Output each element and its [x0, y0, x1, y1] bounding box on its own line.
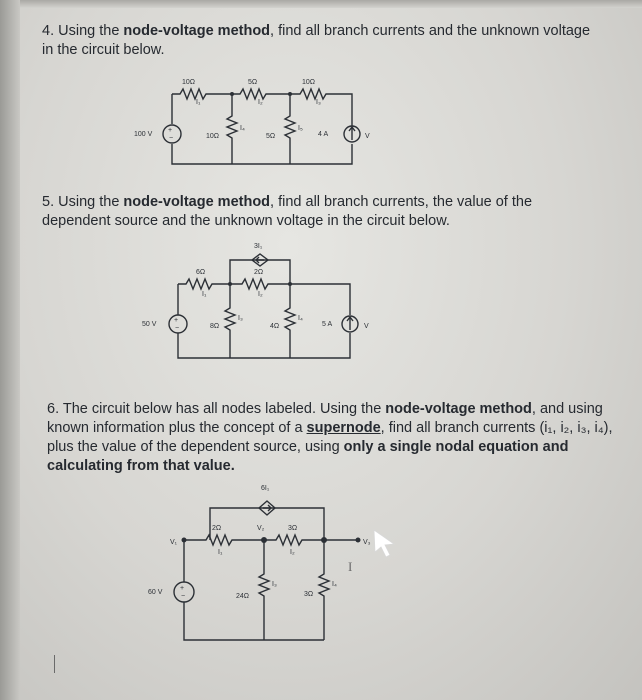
problem-5-rest: , find all branch currents, the value of the dependent source and the unknown voltage in the circuit below. [42, 194, 533, 229]
circuit-5-current-source-label: 5 A [322, 321, 333, 328]
problem-4-intro: Using the [58, 23, 124, 39]
caret-mark [54, 655, 55, 673]
circuit-5-current-2: I₂ [258, 291, 263, 298]
circuit-4-current-1: I₁ [196, 99, 201, 106]
problem-6-method: node-voltage method [385, 401, 532, 417]
circuit-6-current-1: I₁ [218, 549, 223, 556]
problem-4-method: node-voltage method [123, 23, 271, 39]
polarity-plus-2: + [174, 317, 179, 324]
circuit-6 [140, 482, 400, 647]
monitor-bezel-left [0, 0, 20, 700]
problem-6-middle: , and using known information plus the concept of a [47, 401, 603, 436]
circuit-6-r4-label: 3Ω [304, 591, 314, 598]
circuit-5-r3-label: 8Ω [210, 323, 220, 330]
circuit-4-r4-label: 10Ω [206, 133, 220, 140]
problem-5-number: 5. [42, 194, 55, 210]
circuit-6-dependent-source-label: 6I₁ [261, 485, 270, 492]
circuit-6-node-v1: V₁ [170, 539, 178, 546]
circuit-4-current-2: I₂ [258, 99, 263, 106]
circuit-4-current-4: I₄ [240, 125, 245, 132]
circuit-6-current-3: I₃ [272, 581, 277, 588]
circuit-6-current-4: I₄ [332, 581, 337, 588]
problem-5-intro: Using the [58, 194, 124, 210]
circuit-4-current-3: I₃ [316, 99, 321, 106]
circuit-5-r4-label: 4Ω [270, 323, 280, 330]
problem-5-method: node-voltage method [123, 194, 271, 210]
circuit-5 [130, 240, 410, 365]
problem-6-text [47, 400, 617, 476]
polarity-minus-2: − [175, 325, 180, 332]
polarity-plus-3: + [180, 585, 185, 592]
circuit-6-r1-label: 2Ω [212, 525, 222, 532]
mouse-pointer-icon [372, 528, 398, 558]
circuit-5-r1-label: 6Ω [196, 269, 206, 276]
problem-4-text [42, 22, 602, 60]
circuit-4-r1-label: 10Ω [182, 79, 196, 86]
circuit-6-r3-label: 24Ω [236, 593, 250, 600]
circuit-4-r5-label: 5Ω [266, 133, 276, 140]
circuit-6-node-v3: V₃ [363, 539, 371, 546]
circuit-4 [120, 76, 400, 176]
circuit-6-voltage-source-label: 60 V [148, 589, 163, 596]
circuit-5-current-3: I₃ [238, 315, 243, 322]
circuit-5-dependent-source-label: 3I₁ [254, 243, 263, 250]
circuit-4-r2-label: 5Ω [248, 79, 258, 86]
problem-4-rest: , find all branch currents and the unknown voltage in the circuit below. [42, 23, 591, 58]
circuit-5-r2-label: 2Ω [254, 269, 264, 276]
polarity-minus-3: − [181, 593, 186, 600]
circuit-5-unknown-voltage: V [364, 323, 369, 330]
circuit-4-current-source-label: 4 A [318, 131, 329, 138]
problem-6-emphasis: only a single nodal equation and calculating from that value. [47, 439, 569, 474]
circuit-4-unknown-voltage: V [365, 133, 370, 140]
circuit-5-voltage-source-label: 50 V [142, 321, 157, 328]
problem-6-rest: , find all branch currents (i₁, i₂, i₃, i₄), plus the value of the dependent source, using [47, 420, 613, 455]
text-cursor-icon: I [348, 559, 353, 574]
circuit-5-current-4: I₄ [298, 315, 303, 322]
circuit-4-current-5: I₅ [298, 125, 303, 132]
monitor-bezel-top [0, 0, 642, 8]
circuit-6-current-2: I₂ [290, 549, 295, 556]
problem-6-number: 6. [47, 401, 60, 417]
circuit-6-node-v2: V₂ [257, 525, 265, 532]
polarity-minus: − [169, 135, 174, 142]
polarity-plus: + [168, 127, 173, 134]
problem-6-intro: The circuit below has all nodes labeled. Using the [62, 401, 386, 417]
circuit-4-voltage-source-label: 100 V [134, 131, 153, 138]
circuit-6-r2-label: 3Ω [288, 525, 298, 532]
problem-5-text [42, 193, 602, 231]
circuit-4-r3-label: 10Ω [302, 79, 316, 86]
circuit-5-current-1: I₁ [202, 291, 207, 298]
problem-4-number: 4. [42, 23, 55, 39]
problem-6-supernode: supernode [306, 420, 381, 436]
